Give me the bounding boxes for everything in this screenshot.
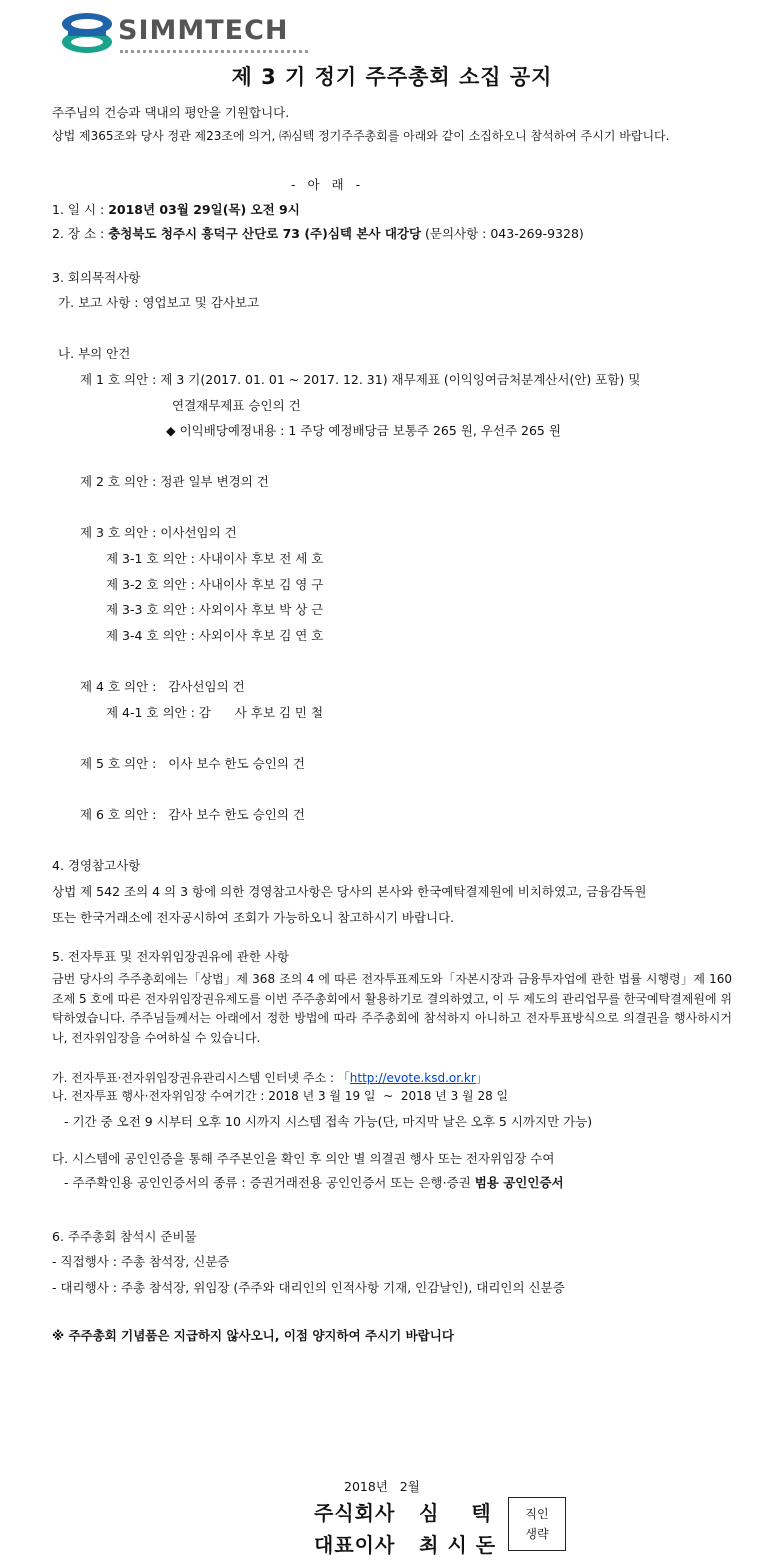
- agenda-5: 제 5 호 의안 : 이사 보수 한도 승인의 건: [80, 756, 305, 771]
- evote-period: 나. 전자투표 행사·전자위임장 수여기간 : 2018 년 3 월 19 일 ~ 2018 년 3 월 28 일: [52, 1089, 509, 1103]
- proxy-attendance: - 대리행사 : 주총 참석장, 위임장 (주주와 대리인의 인적사항 기재, 인감날인), 대리인의 신분증: [52, 1280, 565, 1295]
- logo-dots: [120, 50, 308, 56]
- below-marker: - 아 래 -: [291, 177, 365, 192]
- section-4-heading: 4. 경영참고사항: [52, 858, 141, 873]
- logo-text: SIMMTECH: [118, 15, 289, 46]
- agenda-heading: 나. 부의 안건: [58, 346, 131, 361]
- section-6-heading: 6. 주주총회 참석시 준비물: [52, 1229, 197, 1244]
- issue-date: 2018년 2월: [344, 1479, 420, 1494]
- ceo-name: 대표이사 최 시 돈: [314, 1533, 497, 1557]
- agenda-3-3: 제 3-3 호 의안 : 사외이사 후보 박 상 근: [106, 602, 324, 617]
- agenda-2: 제 2 호 의안 : 정관 일부 변경의 건: [80, 474, 269, 489]
- location-value: 충청북도 청주시 흥덕구 산단로 73 (주)심텍 본사 대강당: [108, 226, 422, 241]
- section-4-line1: 상법 제 542 조의 4 의 3 항에 의한 경영참고사항은 당사의 본사와 한국예탁결제원에 비치하였고, 금융감독원: [52, 884, 647, 899]
- cert-note: - 주주확인용 공인인증서의 종류 : 증권거래전용 공인인증서 또는 은행·증권: [64, 1175, 475, 1190]
- agenda-4: 제 4 호 의안 : 감사선임의 건: [80, 679, 245, 694]
- stamp-line2: 생략: [525, 1527, 549, 1541]
- dividend-info: ◆ 이익배당예정내용 : 1 주당 예정배당금 보통주 265 원, 우선주 265 원: [166, 423, 561, 438]
- evote-url-label: 가. 전자투표·전자위임장권유관리시스템 인터넷 주소 : 「: [52, 1071, 350, 1085]
- section-5-heading: 5. 전자투표 및 전자위임장권유에 관한 사항: [52, 949, 290, 964]
- contact-info: (문의사항 : 043-269-9328): [421, 226, 584, 241]
- evote-url-line: [52, 1069, 488, 1086]
- evote-url-link[interactable]: http://evote.ksd.or.kr: [349, 1071, 476, 1085]
- agenda-1-line2: 연결재무제표 승인의 건: [172, 398, 301, 413]
- section-3-heading: 3. 회의목적사항: [52, 270, 141, 285]
- agenda-3-2: 제 3-2 호 의안 : 사내이사 후보 김 영 구: [106, 577, 324, 592]
- intro-text: 상법 제365조와 당사 정관 제23조에 의거, ㈜심텍 정기주주총회를 아래와 같이 소집하오니 참석하여 주시기 바랍니다.: [52, 129, 670, 143]
- report-items: 가. 보고 사항 : 영업보고 및 감사보고: [58, 295, 260, 310]
- stamp-line1: 직인: [525, 1507, 549, 1521]
- agenda-1-line1: 제 1 호 의안 : 제 3 기(2017. 01. 01 ~ 2017. 12. 31) 재무제표 (이익잉여금처분계산서(안) 포함) 및: [80, 372, 641, 387]
- meeting-datetime: [52, 200, 300, 218]
- company-name: 주식회사 심 텍: [314, 1501, 492, 1525]
- agenda-6: 제 6 호 의안 : 감사 보수 한도 승인의 건: [80, 807, 305, 822]
- datetime-value: 2018년 03월 29일(목) 오전 9시: [108, 202, 300, 217]
- cert-note-line: [64, 1173, 564, 1191]
- cert-note-bold: 범용 공인인증서: [474, 1175, 564, 1190]
- meeting-location: [52, 224, 584, 242]
- direct-attendance: - 직접행사 : 주총 참석장, 신분증: [52, 1254, 230, 1269]
- section-5-paragraph: 금번 당사의 주주총회에는「상법」제 368 조의 4 에 따른 전자투표제도와「자본시장과 금융투자업에 관한 법률 시행령」제 160 조제 5 호에 따른 전자위임장권유제도를 이번 주주총회에서 활용하기로 결의하였고, 이 두 제도의 관리업무를 한국예탁결제원에 위탁하였습니다. 주주님들께서는 아래에서 정한 방법에 따라 주주총회에 참석하지 아니하고 전자투표방식으로 의결권을 행사하시거나, 전자위임장을 수여하실 수 있습니다.: [52, 972, 732, 1045]
- page-title: 제 3 기 정기 주주총회 소집 공지: [231, 65, 553, 89]
- greeting-text: 주주님의 건승과 댁내의 평안을 기원합니다.: [52, 105, 290, 120]
- company-logo: [60, 10, 289, 58]
- simmtech-logo-icon: [60, 10, 114, 56]
- evote-url-close: 」: [475, 1071, 488, 1085]
- agenda-3-1: 제 3-1 호 의안 : 사내이사 후보 전 세 호: [106, 551, 324, 566]
- evote-period-note: - 기간 중 오전 9 시부터 오후 10 시까지 시스템 접속 가능(단, 마지막 날은 오후 5 시까지만 가능): [64, 1114, 593, 1129]
- location-label: 2. 장 소 :: [52, 226, 109, 241]
- cert-line: 다. 시스템에 공인인증을 통해 주주본인을 확인 후 의안 별 의결권 행사 또는 전자위임장 수여: [52, 1151, 555, 1166]
- agenda-3-4: 제 3-4 호 의안 : 사외이사 후보 김 연 호: [106, 628, 324, 643]
- agenda-3: 제 3 호 의안 : 이사선임의 건: [80, 525, 237, 540]
- section-4-line2: 또는 한국거래소에 전자공시하여 조회가 가능하오니 참고하시기 바랍니다.: [52, 910, 455, 925]
- seal-omitted-box: [508, 1497, 566, 1551]
- gift-notice: ※ 주주총회 기념품은 지급하지 않사오니, 이점 양지하여 주시기 바랍니다: [52, 1328, 454, 1343]
- datetime-label: 1. 일 시 :: [52, 202, 109, 217]
- agenda-4-1: 제 4-1 호 의안 : 감 사 후보 김 민 철: [106, 705, 324, 720]
